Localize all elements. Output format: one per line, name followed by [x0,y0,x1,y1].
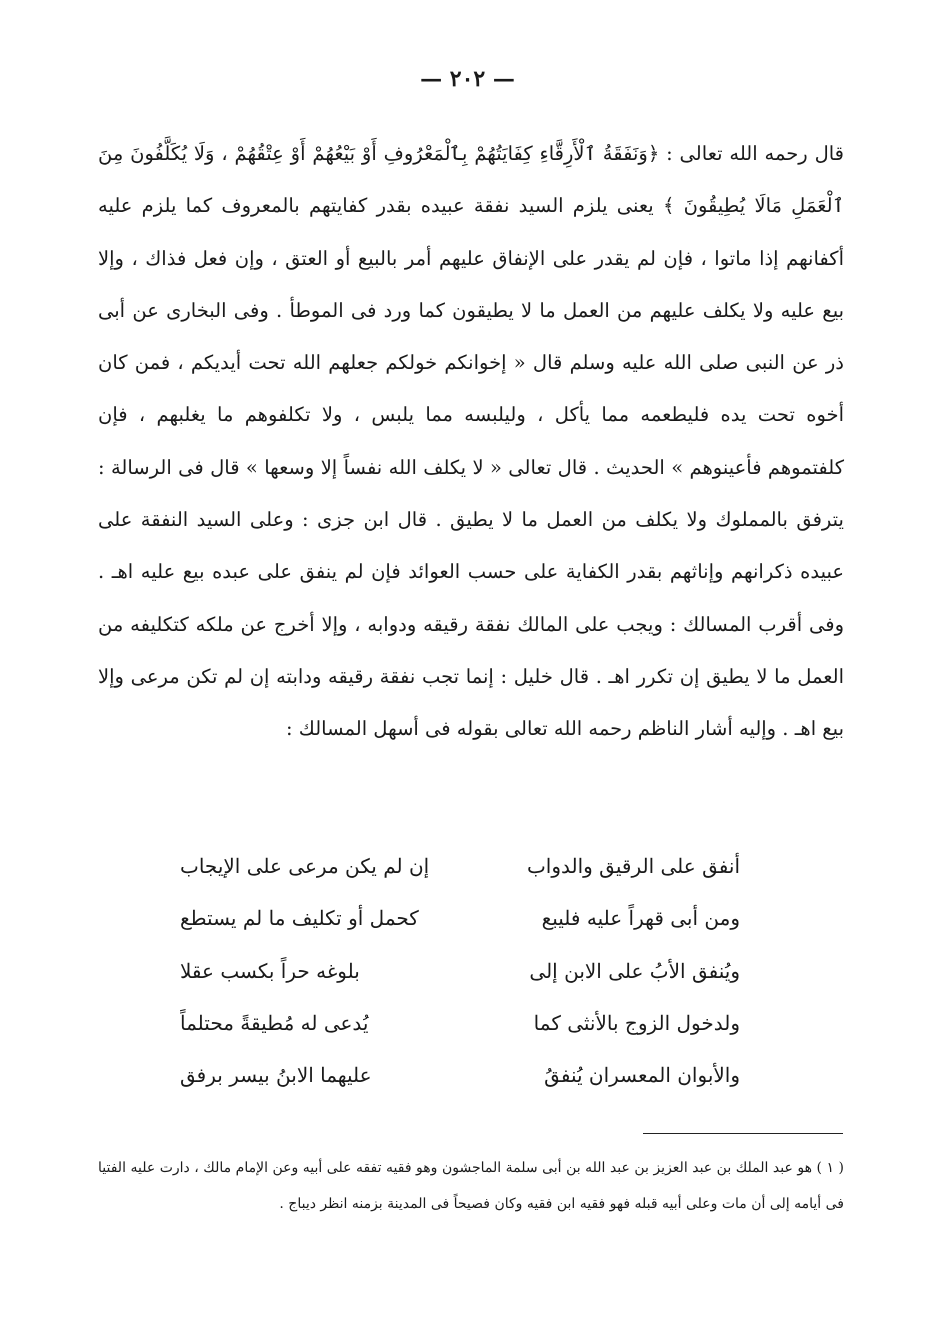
footnote: ( ١ ) هو عبد الملك بن عبد العزيز بن عبد الله بن أبى سلمة الماجشون وهو فقيه تفقه على أبيه وعن الإمام مالك ، دارت عليه الفتيا فى أيامه إلى أن مات وعلى أبيه قبله فهو فقيه ابن فقيه وكان فصيحاً فى المدينة بزمنه انظر ديباج . [98,1160,844,1212]
main-text [98,128,844,756]
poem-first-hemistich: والأبوان المعسران يُنفقُ [544,1063,740,1088]
poem-first-hemistich: أنفق على الرقيق والدواب [526,854,740,878]
poem-verse [180,840,740,892]
footnote-divider [643,1133,843,1134]
poem-first-hemistich: ويُنفق الأبُ على الابن إلى [529,958,740,983]
poem-verse [180,1049,740,1101]
quran-verse: وَنَفَقَةُ ٱلْأَرِقَّاءِ كِفَايَتُهُمْ بِٱلْمَعْرُوفِ أَوْ بَيْعُهُمْ أَوْ عِتْقُهُمْ ، وَلَا يُكَلَّفُونَ مِنَ ٱلْعَمَلِ مَالَا يُطِيقُونَ [98,142,845,218]
intro-text: قال رحمه الله تعالى : ﴿ [647,142,845,165]
page-number: — ٢٠٢ — [420,66,515,92]
poem-first-hemistich: ولدخول الزوج بالأنثى كما [533,1010,740,1035]
poem-first-hemistich: ومن أبى قهراً عليه فليبع [541,906,740,931]
poem [180,840,740,1101]
poem-verse [180,997,740,1049]
poem-verse [180,945,740,997]
poem-second-hemistich: يُدعى له مُطيقةً محتلماً [180,1010,369,1035]
poem-second-hemistich: كحمل أو تكليف ما لم يستطع [180,906,419,931]
commentary-text: ﴾ يعنى يلزم السيد نفقة عبيده بقدر كفايتهم بالمعروف كما يلزم عليه أكفانهم إذا ماتوا ، فإن لم يقدر على الإنفاق عليهم أمر بالبيع أو العتق ، وإن فعل فذاك ، وإلا بيع عليه ولا يكلف عليهم من العمل ما لا يطيقون كما ورد فى الموطأ . وفى البخارى عن أبى ذر عن النبى صلى الله عليه وسلم قال « إخوانكم خولكم جعلهم الله تحت أيديكم ، فمن كان أخوه تحت يده فليطعمه مما يأكل ، وليلبسه مما يلبس ، ولا تكلفوهم ما يغلبهم ، فإن كلفتموهم فأعينوهم » الحديث . قال تعالى « لا يكلف الله نفساً إلا وسعها » قال فى الرسالة : يترفق بالمملوك ولا يكلف من العمل ما لا يطيق . قال ابن جزى : وعلى السيد النفقة على عبيده ذكرانهم وإناثهم بقدر الكفاية على حسب العوائد فإن لم ينفق على عبده بيع عليه اهـ . وفى أقرب المسالك : ويجب على المالك نفقة رقيقه ودوابه ، وإلا أخرج عن ملكه كتكليفه من العمل ما لا يطيق إن تكرر اهـ . قال خليل : إنما تجب نفقة رقيقه ودابته إن لم تكن مرعى وإلا بيع اهـ . وإليه أشار الناظم رحمه الله تعالى بقوله فى أسهل المسالك : [98,194,844,741]
poem-verse [180,892,740,944]
poem-second-hemistich: إن لم يكن مرعى على الإيجاب [180,854,430,878]
poem-second-hemistich: عليهما الابنُ بيسر برفق [180,1063,372,1088]
poem-second-hemistich: بلوغه حراً بكسب عقلا [180,958,360,983]
